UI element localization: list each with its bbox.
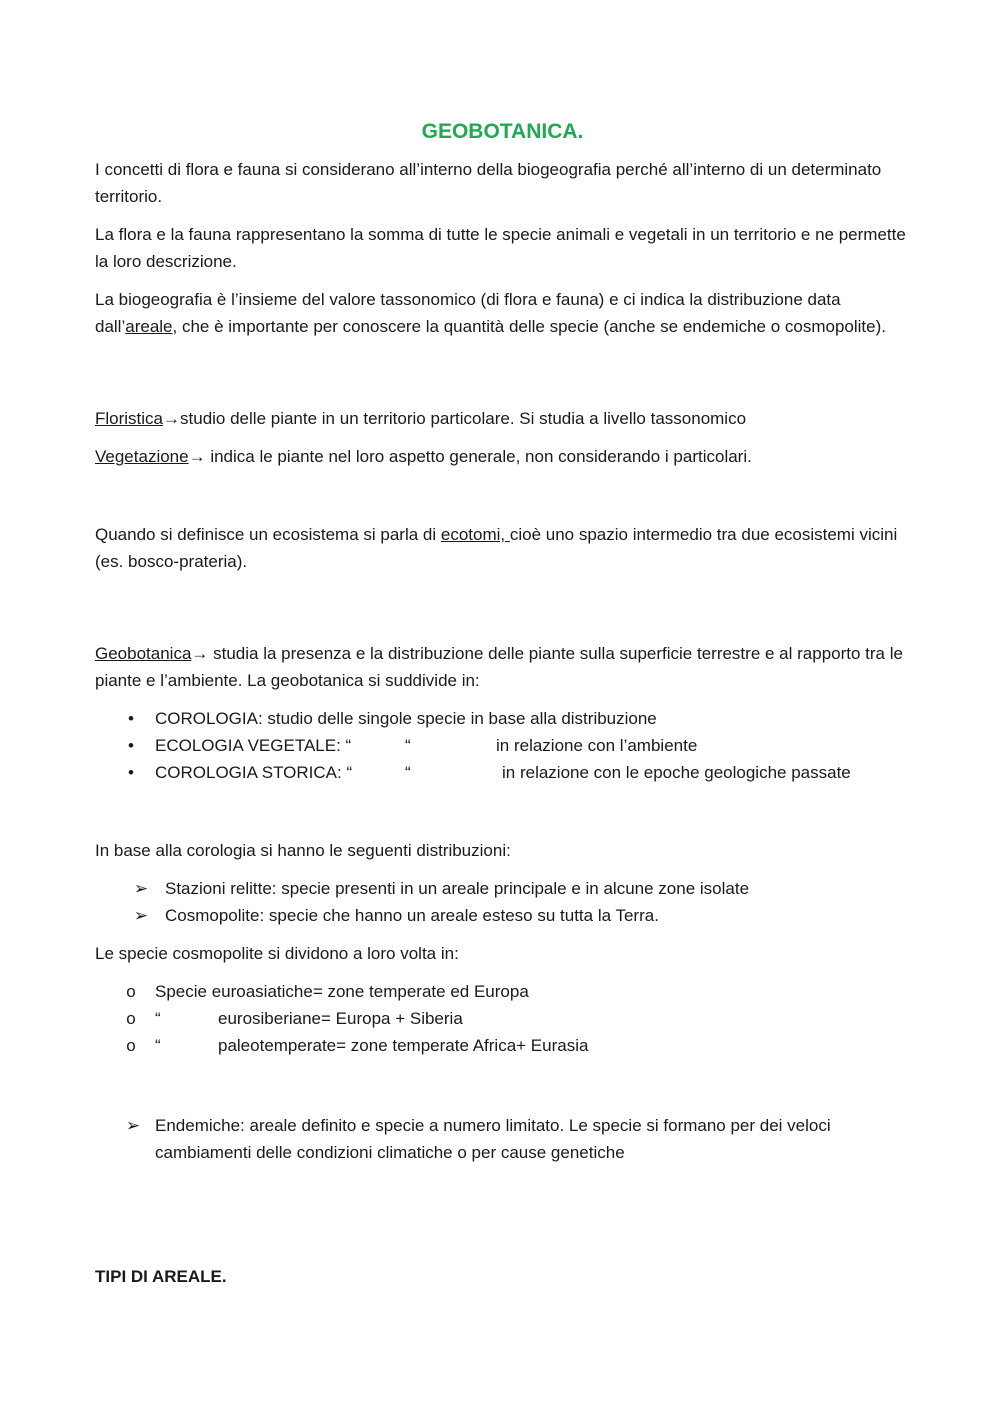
circle-bullet-icon: o: [126, 982, 136, 1001]
text: cioè uno spazio intermedio tra due ecosistemi vicini (es. bosco-prateria).: [95, 525, 898, 571]
list-item: [95, 759, 910, 786]
item-text: Cosmopolite: specie che hanno un areale esteso su tutta la Terra.: [165, 906, 659, 925]
list-item: [95, 902, 910, 929]
geobotanica-subdivisions: [95, 705, 910, 786]
distribuzioni-list: [95, 875, 910, 929]
document-page: [95, 118, 910, 1301]
list-item: [95, 1112, 910, 1166]
term-areale: areale: [125, 317, 173, 336]
item-ditto: “: [155, 1009, 161, 1028]
arrow-icon: →: [188, 447, 206, 466]
text: studio delle piante in un territorio particolare. Si studia a livello tassonomico: [180, 409, 747, 428]
item-ditto: “: [405, 736, 411, 755]
text: , che è importante per conoscere la quantità delle specie (anche se endemiche o cosmopolite).: [172, 317, 886, 336]
page-title: GEOBOTANICA.: [421, 120, 584, 143]
item-text: in relazione con l’ambiente: [496, 736, 698, 755]
text: La biogeografia è l’insieme del valore tassonomico (di flora e fauna) e ci indica la distribuzione data dall’: [95, 290, 841, 336]
item-ditto: “: [405, 763, 411, 782]
text: indica le piante nel loro aspetto generale, non considerando i particolari.: [205, 447, 752, 466]
paragraph-cosmopolite: Le specie cosmopolite si dividono a loro volta in:: [95, 944, 459, 963]
text: Quando si definisce un ecosistema si parla di: [95, 525, 441, 544]
paragraph-floristica: [95, 405, 910, 432]
arrow-icon: →: [191, 644, 209, 663]
bullet-icon: •: [128, 736, 134, 755]
item-text: COROLOGIA STORICA: “: [155, 763, 353, 782]
item-text: in relazione con le epoche geologiche passate: [502, 763, 851, 782]
arrow-bullet-icon: ➢: [133, 906, 149, 925]
item-text: eurosiberiane= Europa + Siberia: [218, 1009, 463, 1028]
paragraph-corologia: In base alla corologia si hanno le seguenti distribuzioni:: [95, 841, 511, 860]
term-ecotomi: ecotomi,: [440, 525, 510, 544]
item-text: ECOLOGIA VEGETALE: “: [155, 736, 352, 755]
item-text: Specie euroasiatiche= zone temperate ed Europa: [155, 982, 529, 1001]
item-text: Endemiche: areale definito e specie a numero limitato. Le specie si formano per dei veloci cambiamenti delle condizioni climatiche o per cause genetiche: [155, 1116, 831, 1162]
paragraph-ecosistema: [95, 521, 910, 575]
item-text: COROLOGIA: studio delle singole specie in base alla distribuzione: [155, 709, 657, 728]
term-vegetazione: Vegetazione: [95, 447, 189, 466]
circle-bullet-icon: o: [126, 1009, 136, 1028]
arrow-bullet-icon: ➢: [133, 879, 149, 898]
cosmopolite-list: [95, 978, 910, 1059]
list-item: [95, 1005, 910, 1032]
term-floristica: Floristica: [95, 409, 164, 428]
text: studia la presenza e la distribuzione delle piante sulla superficie terrestre e al rapporto tra le piante e l’ambiente. La geobotanica si suddivide in:: [95, 644, 903, 690]
paragraph-intro-1: I concetti di flora e fauna si considerano all’interno della biogeografia perché all’interno di un determinato territorio.: [95, 160, 882, 206]
bullet-icon: •: [128, 763, 134, 782]
paragraph-vegetazione: [95, 443, 910, 470]
term-geobotanica: Geobotanica: [95, 644, 192, 663]
endemiche-list: [95, 1112, 910, 1166]
list-item: [95, 875, 910, 902]
paragraph-geobotanica: [95, 640, 910, 694]
paragraph-biogeografia: [95, 286, 910, 340]
item-text: paleotemperate= zone temperate Africa+ Eurasia: [218, 1036, 589, 1055]
arrow-bullet-icon: ➢: [125, 1116, 141, 1135]
list-item: [95, 1032, 910, 1059]
item-text: Stazioni relitte: specie presenti in un areale principale e in alcune zone isolate: [165, 879, 750, 898]
bullet-icon: •: [128, 709, 134, 728]
paragraph-intro-2: La flora e la fauna rappresentano la somma di tutte le specie animali e vegetali in un territorio e ne permette la loro descrizione.: [95, 225, 906, 271]
circle-bullet-icon: o: [126, 1036, 136, 1055]
list-item: [95, 978, 910, 1005]
list-item: [95, 732, 910, 759]
section-heading-tipi-di-areale: TIPI DI AREALE.: [95, 1267, 227, 1286]
item-ditto: “: [155, 1036, 161, 1055]
arrow-icon: →: [163, 409, 181, 428]
list-item: [95, 705, 910, 732]
